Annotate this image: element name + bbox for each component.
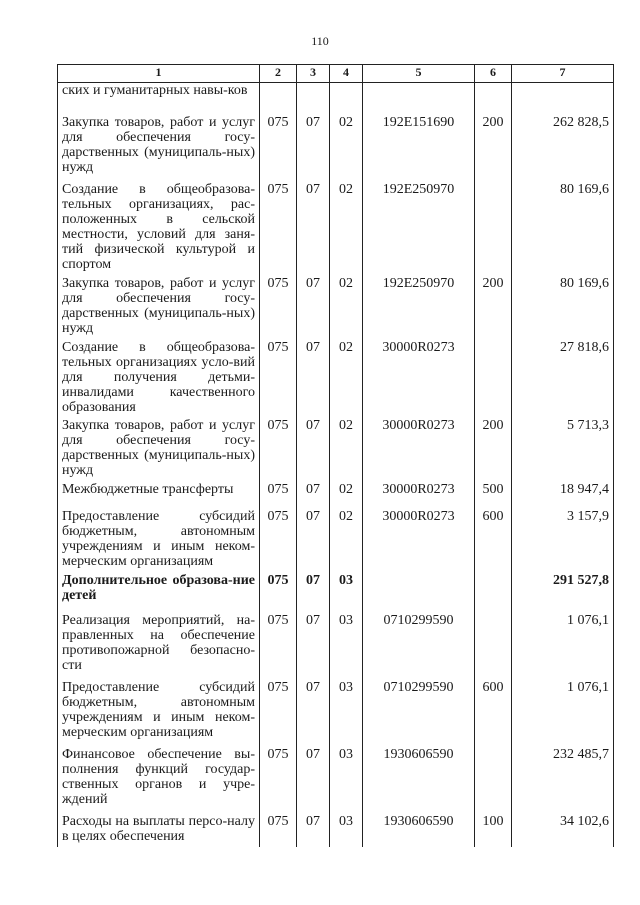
table-row (58, 814, 614, 847)
table-row (58, 747, 614, 814)
expense-type-code: 100 (475, 814, 512, 847)
admin-code: 075 (260, 182, 297, 276)
expense-type-code (475, 613, 512, 680)
subsection-code: 02 (330, 482, 363, 509)
target-article-code: 192E250970 (363, 276, 475, 340)
admin-code: 075 (260, 613, 297, 680)
expense-type-code: 500 (475, 482, 512, 509)
row-name: Предоставление субсидий бюджетным, автономным учреждениям и иным неком-мерческим организациям (58, 509, 260, 573)
admin-code: 075 (260, 418, 297, 482)
subsection-code: 02 (330, 276, 363, 340)
amount: 18 947,4 (512, 482, 614, 509)
row-name: Реализация мероприятий, на-правленных на обеспечение противопожарной безопасно-сти (58, 613, 260, 680)
target-article-code (363, 573, 475, 613)
admin-code: 075 (260, 680, 297, 747)
section-code: 07 (297, 814, 330, 847)
expense-type-code: 600 (475, 680, 512, 747)
target-article-code: 30000R0273 (363, 340, 475, 418)
section-code: 07 (297, 115, 330, 182)
row-name: Финансовое обеспечение вы-полнения функций государ-ственных органов и учре-ждений (58, 747, 260, 814)
subsection-code (330, 83, 363, 115)
subsection-code: 02 (330, 115, 363, 182)
expense-type-code (475, 83, 512, 115)
amount: 1 076,1 (512, 680, 614, 747)
section-code: 07 (297, 182, 330, 276)
section-code: 07 (297, 747, 330, 814)
table-row (58, 573, 614, 613)
column-header: 5 (363, 65, 475, 83)
amount: 27 818,6 (512, 340, 614, 418)
table-row (58, 115, 614, 182)
subsection-code: 02 (330, 509, 363, 573)
admin-code (260, 83, 297, 115)
column-header: 4 (330, 65, 363, 83)
row-name: Межбюджетные трансферты (58, 482, 260, 509)
target-article-code: 30000R0273 (363, 482, 475, 509)
subsection-code: 03 (330, 814, 363, 847)
target-article-code: 1930606590 (363, 814, 475, 847)
table-row (58, 613, 614, 680)
page-number: 110 (311, 34, 329, 48)
table-row (58, 276, 614, 340)
target-article-code: 192E250970 (363, 182, 475, 276)
expense-type-code (475, 182, 512, 276)
admin-code: 075 (260, 482, 297, 509)
row-name: Закупка товаров, работ и услуг для обеспечения госу-дарственных (муниципаль-ных) нужд (58, 418, 260, 482)
target-article-code: 0710299590 (363, 680, 475, 747)
row-name: Расходы на выплаты персо-налу в целях обеспечения (58, 814, 260, 847)
expense-type-code (475, 573, 512, 613)
amount: 5 713,3 (512, 418, 614, 482)
admin-code: 075 (260, 747, 297, 814)
admin-code: 075 (260, 340, 297, 418)
target-article-code: 0710299590 (363, 613, 475, 680)
amount: 232 485,7 (512, 747, 614, 814)
section-code: 07 (297, 276, 330, 340)
table-row (58, 482, 614, 509)
target-article-code: 30000R0273 (363, 418, 475, 482)
admin-code: 075 (260, 573, 297, 613)
table-row (58, 509, 614, 573)
table-row (58, 680, 614, 747)
target-article-code (363, 83, 475, 115)
amount: 1 076,1 (512, 613, 614, 680)
table-row (58, 340, 614, 418)
row-name: Закупка товаров, работ и услуг для обеспечения госу-дарственных (муниципаль-ных) нужд (58, 115, 260, 182)
table-row (58, 418, 614, 482)
budget-table (57, 64, 614, 847)
target-article-code: 192E151690 (363, 115, 475, 182)
subsection-code: 03 (330, 747, 363, 814)
admin-code: 075 (260, 115, 297, 182)
row-name: Предоставление субсидий бюджетным, автономным учреждениям и иным неком-мерческим организациям (58, 680, 260, 747)
section-code: 07 (297, 509, 330, 573)
expense-type-code: 600 (475, 509, 512, 573)
subsection-code: 02 (330, 340, 363, 418)
admin-code: 075 (260, 276, 297, 340)
amount: 291 527,8 (512, 573, 614, 613)
row-name: Создание в общеобразова-тельных организациях усло-вий для получения детьми-инвалидами качественного образования (58, 340, 260, 418)
target-article-code: 1930606590 (363, 747, 475, 814)
table-body (58, 83, 614, 847)
section-code: 07 (297, 340, 330, 418)
table-header-row (58, 65, 614, 83)
expense-type-code: 200 (475, 418, 512, 482)
section-code: 07 (297, 573, 330, 613)
section-code: 07 (297, 680, 330, 747)
table-row (58, 182, 614, 276)
amount: 80 169,6 (512, 276, 614, 340)
table-row (58, 83, 614, 115)
row-name: Дополнительное образова-ние детей (58, 573, 260, 613)
expense-type-code (475, 340, 512, 418)
row-name: ских и гуманитарных навы-ков (58, 83, 260, 115)
admin-code: 075 (260, 509, 297, 573)
subsection-code: 03 (330, 573, 363, 613)
section-code: 07 (297, 613, 330, 680)
column-header: 6 (475, 65, 512, 83)
section-code (297, 83, 330, 115)
amount: 34 102,6 (512, 814, 614, 847)
expense-type-code: 200 (475, 276, 512, 340)
target-article-code: 30000R0273 (363, 509, 475, 573)
column-header: 1 (58, 65, 260, 83)
column-header: 2 (260, 65, 297, 83)
amount: 3 157,9 (512, 509, 614, 573)
amount: 262 828,5 (512, 115, 614, 182)
row-name: Создание в общеобразова-тельных организациях, рас-положенных в сельской местности, условий для заня-тий физической культурой и спортом (58, 182, 260, 276)
row-name: Закупка товаров, работ и услуг для обеспечения госу-дарственных (муниципаль-ных) нужд (58, 276, 260, 340)
section-code: 07 (297, 482, 330, 509)
admin-code: 075 (260, 814, 297, 847)
subsection-code: 02 (330, 182, 363, 276)
subsection-code: 03 (330, 613, 363, 680)
amount: 80 169,6 (512, 182, 614, 276)
column-header: 3 (297, 65, 330, 83)
expense-type-code (475, 747, 512, 814)
expense-type-code: 200 (475, 115, 512, 182)
subsection-code: 02 (330, 418, 363, 482)
amount (512, 83, 614, 115)
column-header: 7 (512, 65, 614, 83)
subsection-code: 03 (330, 680, 363, 747)
section-code: 07 (297, 418, 330, 482)
